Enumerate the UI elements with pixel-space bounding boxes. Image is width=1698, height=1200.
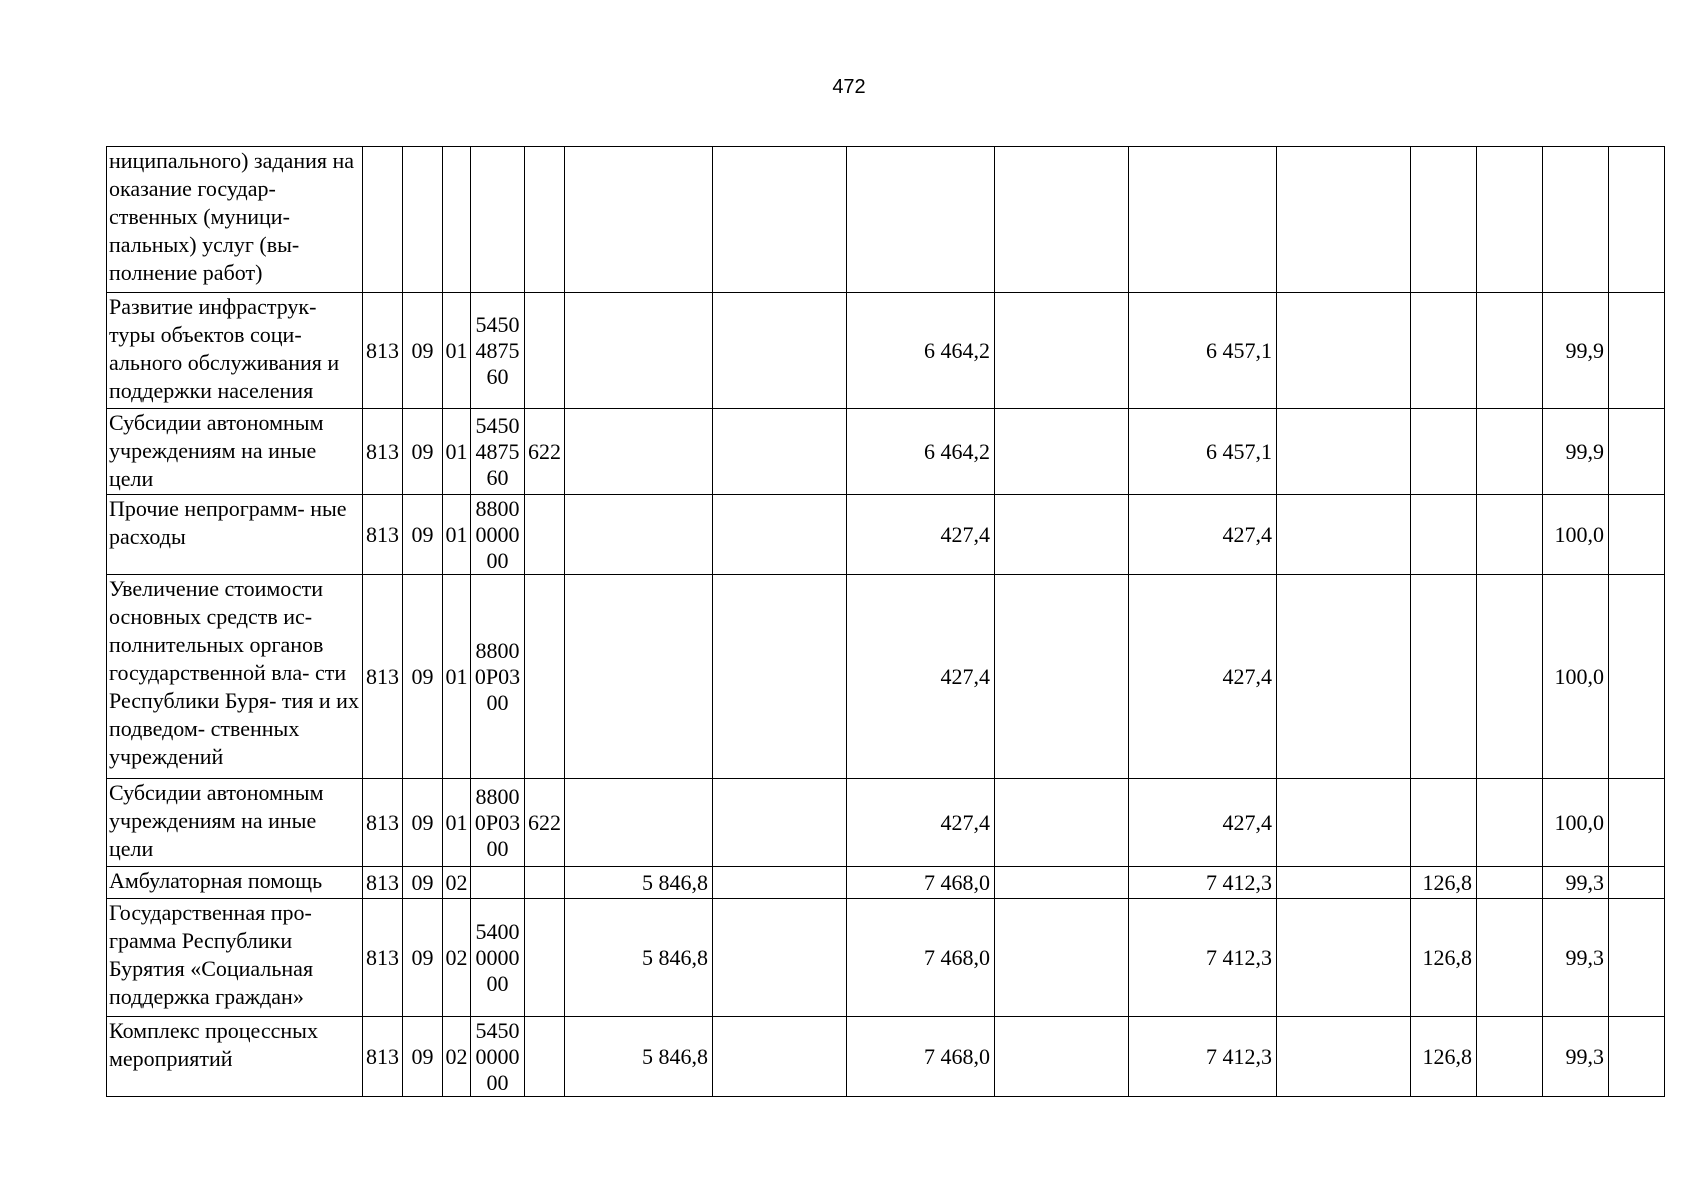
cell-value-3	[847, 147, 995, 293]
cell-ved	[363, 147, 403, 293]
cell-value-8	[1477, 867, 1543, 899]
cell-value-4	[995, 147, 1129, 293]
cell-value-1	[565, 409, 713, 495]
cell-value-1: 5 846,8	[565, 899, 713, 1017]
cell-value-7: 126,8	[1411, 899, 1477, 1017]
cell-value-7: 126,8	[1411, 867, 1477, 899]
cell-value-3: 6 464,2	[847, 293, 995, 409]
cell-value-8	[1477, 575, 1543, 779]
cell-pr: 01	[443, 293, 471, 409]
cell-value-10	[1609, 409, 1665, 495]
table-row	[107, 409, 1665, 495]
cell-value-6	[1277, 495, 1411, 575]
cell-value-9: 99,9	[1543, 409, 1609, 495]
cell-rz: 09	[403, 779, 443, 867]
cell-value-8	[1477, 899, 1543, 1017]
cell-value-2	[713, 899, 847, 1017]
cell-value-9: 99,3	[1543, 1017, 1609, 1097]
cell-name: Прочие непрограмм- ные расходы	[107, 495, 363, 575]
table-row	[107, 779, 1665, 867]
cell-value-5: 6 457,1	[1129, 293, 1277, 409]
cell-value-3: 427,4	[847, 779, 995, 867]
cell-value-2	[713, 575, 847, 779]
cell-value-6	[1277, 867, 1411, 899]
cell-value-6	[1277, 1017, 1411, 1097]
cell-rz: 09	[403, 575, 443, 779]
cell-value-9: 100,0	[1543, 495, 1609, 575]
cell-value-1	[565, 779, 713, 867]
cell-value-4	[995, 409, 1129, 495]
cell-vr	[525, 495, 565, 575]
cell-value-10	[1609, 147, 1665, 293]
table-row	[107, 575, 1665, 779]
cell-ved: 813	[363, 409, 403, 495]
cell-value-9: 99,3	[1543, 867, 1609, 899]
cell-rz: 09	[403, 899, 443, 1017]
cell-value-2	[713, 293, 847, 409]
cell-ved: 813	[363, 899, 403, 1017]
cell-value-3: 427,4	[847, 575, 995, 779]
cell-csr: 5450487560	[471, 409, 525, 495]
cell-vr	[525, 867, 565, 899]
cell-value-5	[1129, 147, 1277, 293]
table-row	[107, 867, 1665, 899]
cell-pr: 02	[443, 1017, 471, 1097]
cell-value-8	[1477, 147, 1543, 293]
cell-ved: 813	[363, 575, 403, 779]
cell-value-7	[1411, 293, 1477, 409]
cell-csr: 5450000000	[471, 1017, 525, 1097]
cell-value-5: 427,4	[1129, 779, 1277, 867]
cell-value-3: 427,4	[847, 495, 995, 575]
page-number: 472	[832, 76, 866, 98]
cell-value-2	[713, 867, 847, 899]
cell-csr: 5450487560	[471, 293, 525, 409]
cell-pr: 02	[443, 867, 471, 899]
cell-value-6	[1277, 147, 1411, 293]
cell-value-6	[1277, 409, 1411, 495]
cell-vr	[525, 899, 565, 1017]
cell-value-8	[1477, 293, 1543, 409]
cell-value-8	[1477, 495, 1543, 575]
cell-value-3: 7 468,0	[847, 867, 995, 899]
cell-value-5: 427,4	[1129, 495, 1277, 575]
table-row	[107, 495, 1665, 575]
cell-csr: 88000P0300	[471, 779, 525, 867]
cell-value-4	[995, 1017, 1129, 1097]
table-row	[107, 293, 1665, 409]
cell-pr: 02	[443, 899, 471, 1017]
cell-value-5: 427,4	[1129, 575, 1277, 779]
table-row	[107, 1017, 1665, 1097]
cell-value-9: 99,9	[1543, 293, 1609, 409]
table-body	[107, 147, 1665, 1097]
cell-csr: 5400000000	[471, 899, 525, 1017]
cell-pr: 01	[443, 409, 471, 495]
cell-vr	[525, 293, 565, 409]
cell-value-6	[1277, 293, 1411, 409]
cell-name: Государственная про- грамма Республики Бурятия «Социальная поддержка граждан»	[107, 899, 363, 1017]
cell-value-9	[1543, 147, 1609, 293]
cell-value-1	[565, 293, 713, 409]
cell-name: Субсидии автономным учреждениям на иные цели	[107, 779, 363, 867]
cell-value-9: 100,0	[1543, 575, 1609, 779]
cell-vr	[525, 575, 565, 779]
cell-value-2	[713, 779, 847, 867]
cell-value-7	[1411, 575, 1477, 779]
cell-name: Комплекс процессных мероприятий	[107, 1017, 363, 1097]
cell-pr: 01	[443, 575, 471, 779]
cell-value-4	[995, 575, 1129, 779]
cell-value-9: 99,3	[1543, 899, 1609, 1017]
cell-rz: 09	[403, 409, 443, 495]
cell-value-7	[1411, 409, 1477, 495]
cell-name: Субсидии автономным учреждениям на иные цели	[107, 409, 363, 495]
cell-ved: 813	[363, 779, 403, 867]
cell-name: Увеличение стоимости основных средств ис- полнительных органов государственной вла- сти Республики Буря- тия и их подведом- ственных учреждений	[107, 575, 363, 779]
cell-value-2	[713, 409, 847, 495]
cell-csr	[471, 867, 525, 899]
cell-name: ниципального) задания на оказание государ- ственных (муници- пальных) услуг (вы- полнение работ)	[107, 147, 363, 293]
cell-name: Амбулаторная помощь	[107, 867, 363, 899]
cell-value-3: 6 464,2	[847, 409, 995, 495]
cell-rz: 09	[403, 1017, 443, 1097]
cell-pr: 01	[443, 495, 471, 575]
cell-rz	[403, 147, 443, 293]
cell-value-1	[565, 575, 713, 779]
cell-pr	[443, 147, 471, 293]
table-row	[107, 899, 1665, 1017]
cell-value-10	[1609, 495, 1665, 575]
cell-value-4	[995, 293, 1129, 409]
cell-name: Развитие инфраструк- туры объектов соци- ального обслуживания и поддержки населения	[107, 293, 363, 409]
cell-value-10	[1609, 867, 1665, 899]
cell-value-1: 5 846,8	[565, 867, 713, 899]
cell-rz: 09	[403, 867, 443, 899]
cell-value-6	[1277, 779, 1411, 867]
cell-value-4	[995, 779, 1129, 867]
cell-rz: 09	[403, 293, 443, 409]
cell-vr: 622	[525, 779, 565, 867]
cell-ved: 813	[363, 495, 403, 575]
cell-value-8	[1477, 779, 1543, 867]
cell-value-10	[1609, 899, 1665, 1017]
cell-vr	[525, 1017, 565, 1097]
cell-value-2	[713, 147, 847, 293]
cell-vr: 622	[525, 409, 565, 495]
cell-ved: 813	[363, 293, 403, 409]
cell-value-10	[1609, 293, 1665, 409]
cell-value-7	[1411, 147, 1477, 293]
cell-ved: 813	[363, 867, 403, 899]
cell-value-6	[1277, 575, 1411, 779]
budget-table	[106, 146, 1665, 1097]
cell-value-4	[995, 899, 1129, 1017]
cell-value-1: 5 846,8	[565, 1017, 713, 1097]
cell-value-4	[995, 867, 1129, 899]
cell-pr: 01	[443, 779, 471, 867]
cell-value-8	[1477, 409, 1543, 495]
cell-value-5: 7 412,3	[1129, 1017, 1277, 1097]
cell-value-7	[1411, 495, 1477, 575]
cell-value-4	[995, 495, 1129, 575]
cell-csr: 88000P0300	[471, 575, 525, 779]
cell-value-10	[1609, 779, 1665, 867]
cell-value-5: 7 412,3	[1129, 899, 1277, 1017]
cell-csr: 8800000000	[471, 495, 525, 575]
cell-vr	[525, 147, 565, 293]
cell-value-7	[1411, 779, 1477, 867]
cell-value-10	[1609, 575, 1665, 779]
cell-value-3: 7 468,0	[847, 1017, 995, 1097]
cell-value-1	[565, 147, 713, 293]
cell-value-7: 126,8	[1411, 1017, 1477, 1097]
cell-value-5: 7 412,3	[1129, 867, 1277, 899]
cell-value-10	[1609, 1017, 1665, 1097]
cell-value-8	[1477, 1017, 1543, 1097]
cell-value-6	[1277, 899, 1411, 1017]
cell-value-2	[713, 495, 847, 575]
cell-value-5: 6 457,1	[1129, 409, 1277, 495]
cell-value-9: 100,0	[1543, 779, 1609, 867]
cell-value-2	[713, 1017, 847, 1097]
cell-rz: 09	[403, 495, 443, 575]
cell-ved: 813	[363, 1017, 403, 1097]
cell-value-1	[565, 495, 713, 575]
table-row	[107, 147, 1665, 293]
cell-value-3: 7 468,0	[847, 899, 995, 1017]
cell-csr	[471, 147, 525, 293]
